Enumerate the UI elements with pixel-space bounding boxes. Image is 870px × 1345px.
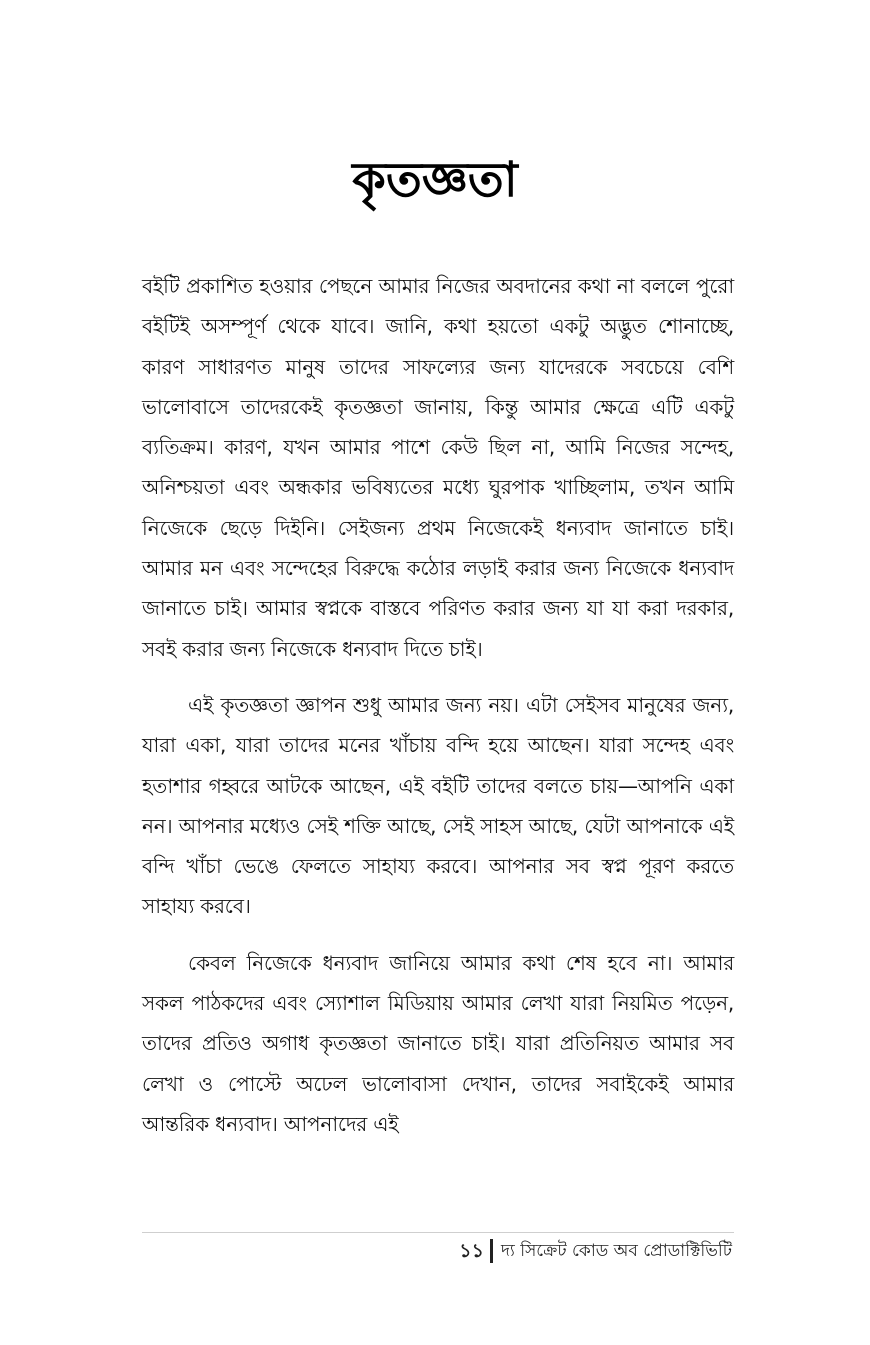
page-number: ১১ (459, 1240, 484, 1262)
paragraph-1: বইটি প্রকাশিত হওয়ার পেছনে আমার নিজের অবদানের কথা না বললে পুরো বইটিই অসম্পূর্ণ থেকে যাবে। জানি, কথা হয়তো একটু অদ্ভুত শোনাচ্ছে, কারণ সাধারণত মানুষ তাদের সাফল্যের জন্য যাদেরকে সবচেয়ে বেশি ভালোবাসে তাদেরকেই কৃতজ্ঞতা জানায়, কিন্তু আমার ক্ষেত্রে এটি একটু ব্যতিক্রম। কারণ, যখন আমার পাশে কেউ ছিল না, আমি নিজের সন্দেহ, অনিশ্চয়তা এবং অন্ধকার ভবিষ্যতের মধ্যে ঘুরপাক খাচ্ছিলাম, তখন আমি নিজেকে ছেড়ে দিইনি। সেইজন্য প্রথম নিজেকেই ধন্যবাদ জানাতে চাই। আমার মন এবং সন্দেহের বিরুদ্ধে কঠোর লড়াই করার জন্য নিজেকে ধন্যবাদ জানাতে চাই। আমার স্বপ্নকে বাস্তবে পরিণত করার জন্য যা যা করা দরকার, সবই করার জন্য নিজেকে ধন্যবাদ দিতে চাই। (142, 274, 734, 661)
paragraph-3: কেবল নিজেকে ধন্যবাদ জানিয়ে আমার কথা শেষ হবে না। আমার সকল পাঠকদের এবং স্যোশাল মিডিয়ায় আমার লেখা যারা নিয়মিত পড়েন, তাদের প্রতিও অগাধ কৃতজ্ঞতা জানাতে চাই। যারা প্রতিনিয়ত আমার সব লেখা ও পোস্টে অঢেল ভালোবাসা দেখান, তাদের সবাইকেই আমার আন্তরিক ধন্যবাদ। আপনাদের এই (142, 950, 734, 1136)
footer-divider (142, 1232, 734, 1233)
page-footer (459, 1238, 732, 1264)
running-book-title: দ্য সিক্রেট কোড অব প্রোডাক্টিভিটি (500, 1241, 732, 1261)
paragraph-2: এই কৃতজ্ঞতা জ্ঞাপন শুধু আমার জন্য নয়। এটা সেইসব মানুষের জন্য, যারা একা, যারা তাদের মনের খাঁচায় বন্দি হয়ে আছেন। যারা সন্দেহ এবং হতাশার গহ্বরে আটকে আছেন, এই বইটি তাদের বলতে চায়—আপনি একা নন। আপনার মধ্যেও সেই শক্তি আছে, সেই সাহস আছে, যেটা আপনাকে এই বন্দি খাঁচা ভেঙে ফেলতে সাহায্য করবে। আপনার সব স্বপ্ন পূরণ করতে সাহায্য করবে। (142, 692, 734, 919)
chapter-title: কৃতজ্ঞতা (352, 152, 518, 208)
chapter-body (142, 266, 734, 1160)
footer-separator (490, 1239, 493, 1263)
